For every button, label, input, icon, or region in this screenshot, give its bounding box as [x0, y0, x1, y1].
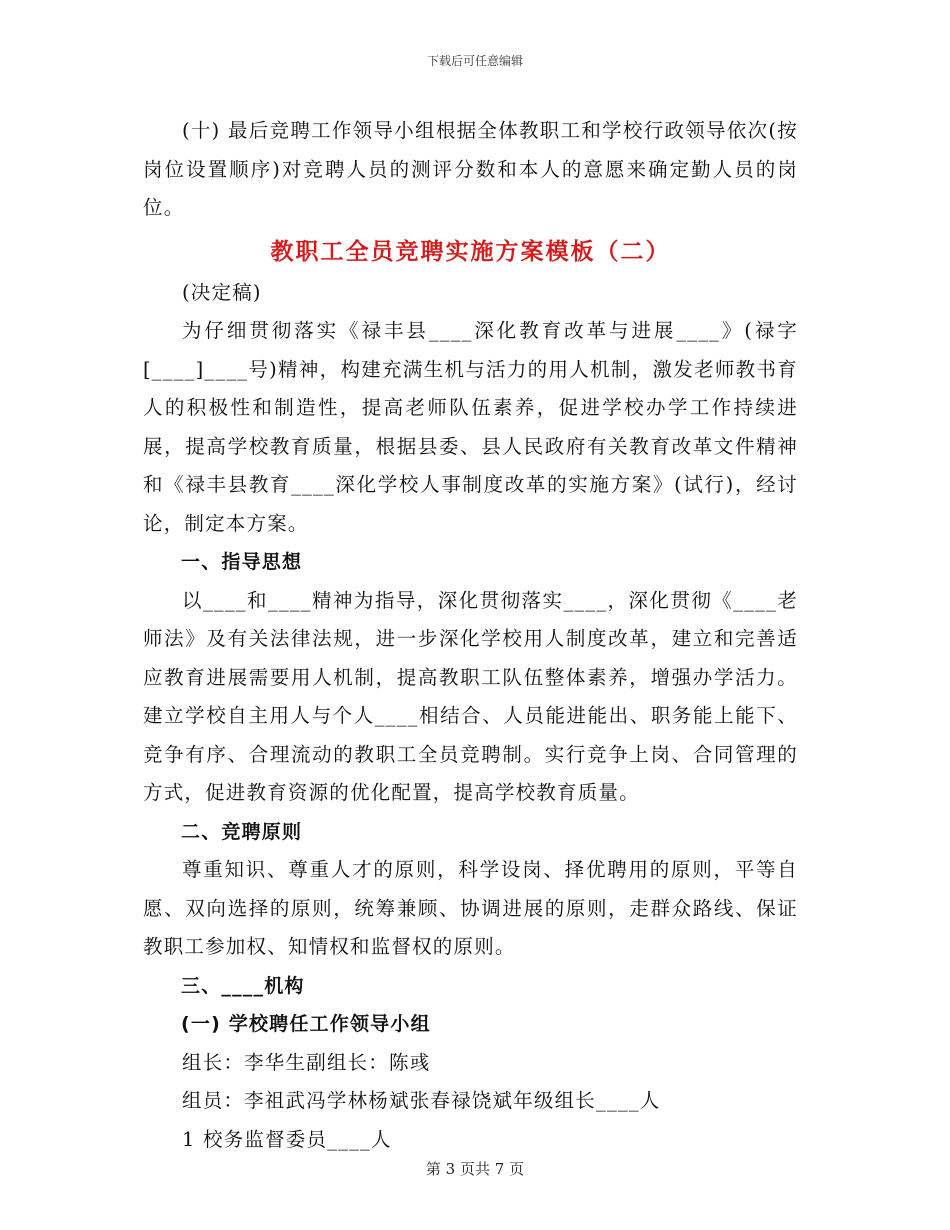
- section-heading-2: 二、竞聘原则: [181, 820, 303, 843]
- page-header: 下载后可任意编辑: [426, 54, 523, 68]
- page-footer: 第 3 页共 7 页: [425, 1160, 525, 1178]
- section-1-paragraph: 以____和____精神为指导，深化贯彻落实____，深化贯彻《____老师法》及有关法律法规，进一步深化学校用人制度改革，建立和完善适应教育进展需要用人机制，提高教职工队伍整体素养，增强办学活力。建立学校自主用人与个人____相结合、人员能进能出、职务能上能下、竞争有序、合理流动的教职工全员竞聘制。实行竞争上岗、合同管理的方式，促进教育资源的优化配置，提高学校教育质量。: [143, 588, 798, 804]
- paragraph-item-10: (十) 最后竞聘工作领导小组根据全体教职工和学校行政领导依次(按岗位设置顺序)对竞聘人员的测评分数和本人的意愿来确定勤人员的岗位。: [143, 119, 798, 219]
- section-heading-1: 一、指导思想: [181, 551, 303, 573]
- subsection-heading-3-1: (一) 学校聘任工作领导小组: [181, 1013, 431, 1035]
- intro-paragraph: 为仔细贯彻落实《禄丰县____深化教育改革与进展____》(禄字[____]____号)精神，构建充满生机与活力的用人机制，激发老师教书育人的积极性和制造性，提高老师队伍素养，促进学校办学工作持续进展，提高学校教育质量，根据县委、县人民政府有关教育改革文件精神和《禄丰县教育____深化学校人事制度改革的实施方案》(试行)，经讨论，制定本方案。: [143, 319, 798, 535]
- document-title: 教职工全员竞聘实施方案模板（二）: [270, 237, 671, 265]
- supervisor-line: 1 校务监督委员____人: [182, 1127, 392, 1151]
- members-line: 组员：李祖武冯学林杨斌张春禄饶斌年级组长____人: [182, 1089, 661, 1112]
- section-2-paragraph: 尊重知识、尊重人才的原则，科学设岗、择优聘用的原则，平等自愿、双向选择的原则，统筹兼顾、协调进展的原则，走群众路线、保证教职工参加权、知情权和监督权的原则。: [143, 858, 798, 958]
- draft-note: (决定稿): [182, 280, 262, 304]
- document-body: [143, 112, 798, 1159]
- section-heading-3: 三、____机构: [181, 974, 305, 997]
- leader-line: 组长：李华生副组长：陈彧: [182, 1050, 431, 1074]
